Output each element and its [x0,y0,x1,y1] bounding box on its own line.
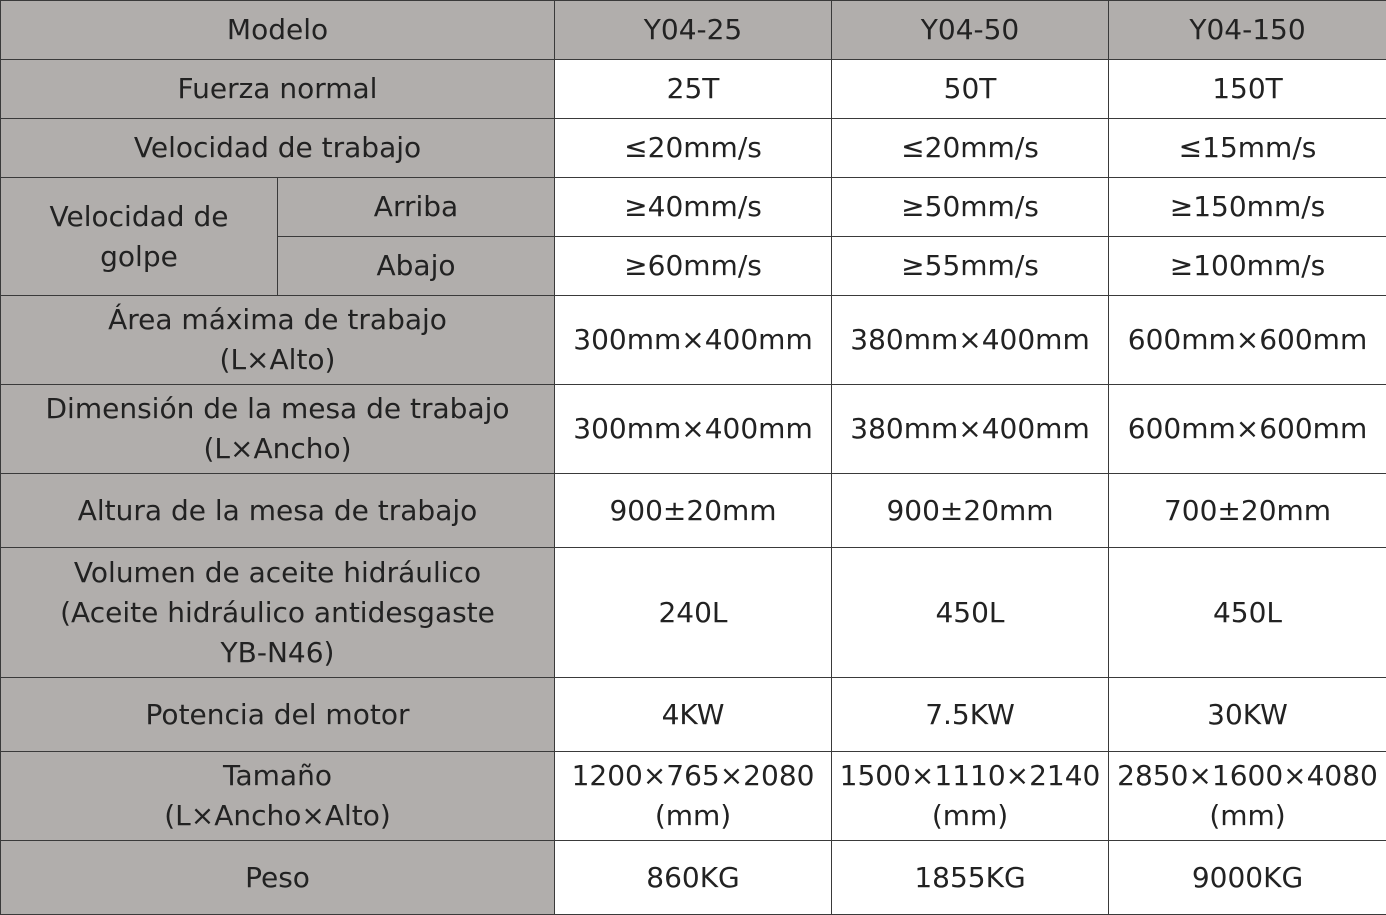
row-label-modelo: Modelo [1,1,555,60]
size-unit: (mm) [931,799,1009,832]
value-cell: ≥100mm/s [1109,237,1386,296]
table-row-velocidad-golpe-arriba [1,178,1386,237]
value-cell: 380mm×400mm [832,385,1109,474]
label-line: golpe [100,239,178,273]
value-cell: 900±20mm [832,474,1109,548]
value-cell: ≥40mm/s [555,178,832,237]
label-line: Volumen de aceite hidráulico [73,555,482,589]
value-cell: 25T [555,60,832,119]
model-name-cell: Y04-150 [1109,1,1386,60]
value-cell: ≤15mm/s [1109,119,1386,178]
row-label-potencia: Potencia del motor [1,678,555,752]
value-cell [555,752,832,841]
value-cell: 600mm×600mm [1109,296,1386,385]
row-label-altura: Altura de la mesa de trabajo [1,474,555,548]
value-cell: 300mm×400mm [555,296,832,385]
row-label-velocidad-golpe [1,178,278,296]
value-cell: ≥150mm/s [1109,178,1386,237]
size-dims: 2850×1600×4080 [1117,759,1378,792]
value-cell: 240L [555,548,832,678]
value-cell: 150T [1109,60,1386,119]
row-label-tamano [1,752,555,841]
row-label-area [1,296,555,385]
model-name-cell: Y04-25 [555,1,832,60]
table-row-volumen [1,548,1386,678]
table-row-fuerza [1,60,1386,119]
row-label-velocidad-trabajo: Velocidad de trabajo [1,119,555,178]
table-row-altura [1,474,1386,548]
value-cell: 600mm×600mm [1109,385,1386,474]
size-dims: 1500×1110×2140 [839,759,1101,792]
size-unit: (mm) [654,799,732,832]
label-line: Área máxima de trabajo [108,303,447,336]
value-cell: 860KG [555,841,832,915]
value-cell: 300mm×400mm [555,385,832,474]
value-cell: 380mm×400mm [832,296,1109,385]
label-line: (L×Ancho×Alto) [164,799,391,832]
model-name-cell: Y04-50 [832,1,1109,60]
label-line: (L×Alto) [219,343,336,376]
value-cell: ≥50mm/s [832,178,1109,237]
label-line: Tamaño [223,759,332,792]
value-cell: 4KW [555,678,832,752]
table-row-area [1,296,1386,385]
table-row-dimension [1,385,1386,474]
value-cell: ≥60mm/s [555,237,832,296]
value-cell: ≤20mm/s [555,119,832,178]
sub-label-abajo: Abajo [278,237,555,296]
label-line: Velocidad de [49,199,229,233]
sub-label-arriba: Arriba [278,178,555,237]
value-cell: 30KW [1109,678,1386,752]
row-label-volumen [1,548,555,678]
value-cell [832,752,1109,841]
size-dims: 1200×765×2080 [571,759,815,792]
size-unit: (mm) [1209,799,1286,832]
value-cell: 9000KG [1109,841,1386,915]
label-line: Dimensión de la mesa de trabajo [45,392,510,425]
table-row-peso [1,841,1386,915]
value-cell: 50T [832,60,1109,119]
value-cell: ≤20mm/s [832,119,1109,178]
value-cell: ≥55mm/s [832,237,1109,296]
label-line: YB-N46) [220,635,335,669]
table-row-velocidad-trabajo [1,119,1386,178]
row-label-dimension [1,385,555,474]
label-line: (L×Ancho) [203,432,352,465]
value-cell [1109,752,1386,841]
value-cell: 450L [832,548,1109,678]
row-label-peso: Peso [1,841,555,915]
value-cell: 7.5KW [832,678,1109,752]
table-row-tamano [1,752,1386,841]
row-label-fuerza: Fuerza normal [1,60,555,119]
value-cell: 1855KG [832,841,1109,915]
value-cell: 450L [1109,548,1386,678]
table-row-modelo [1,1,1386,60]
label-line: (Aceite hidráulico antidesgaste [60,595,495,629]
value-cell: 700±20mm [1109,474,1386,548]
table-row-potencia [1,678,1386,752]
value-cell: 900±20mm [555,474,832,548]
